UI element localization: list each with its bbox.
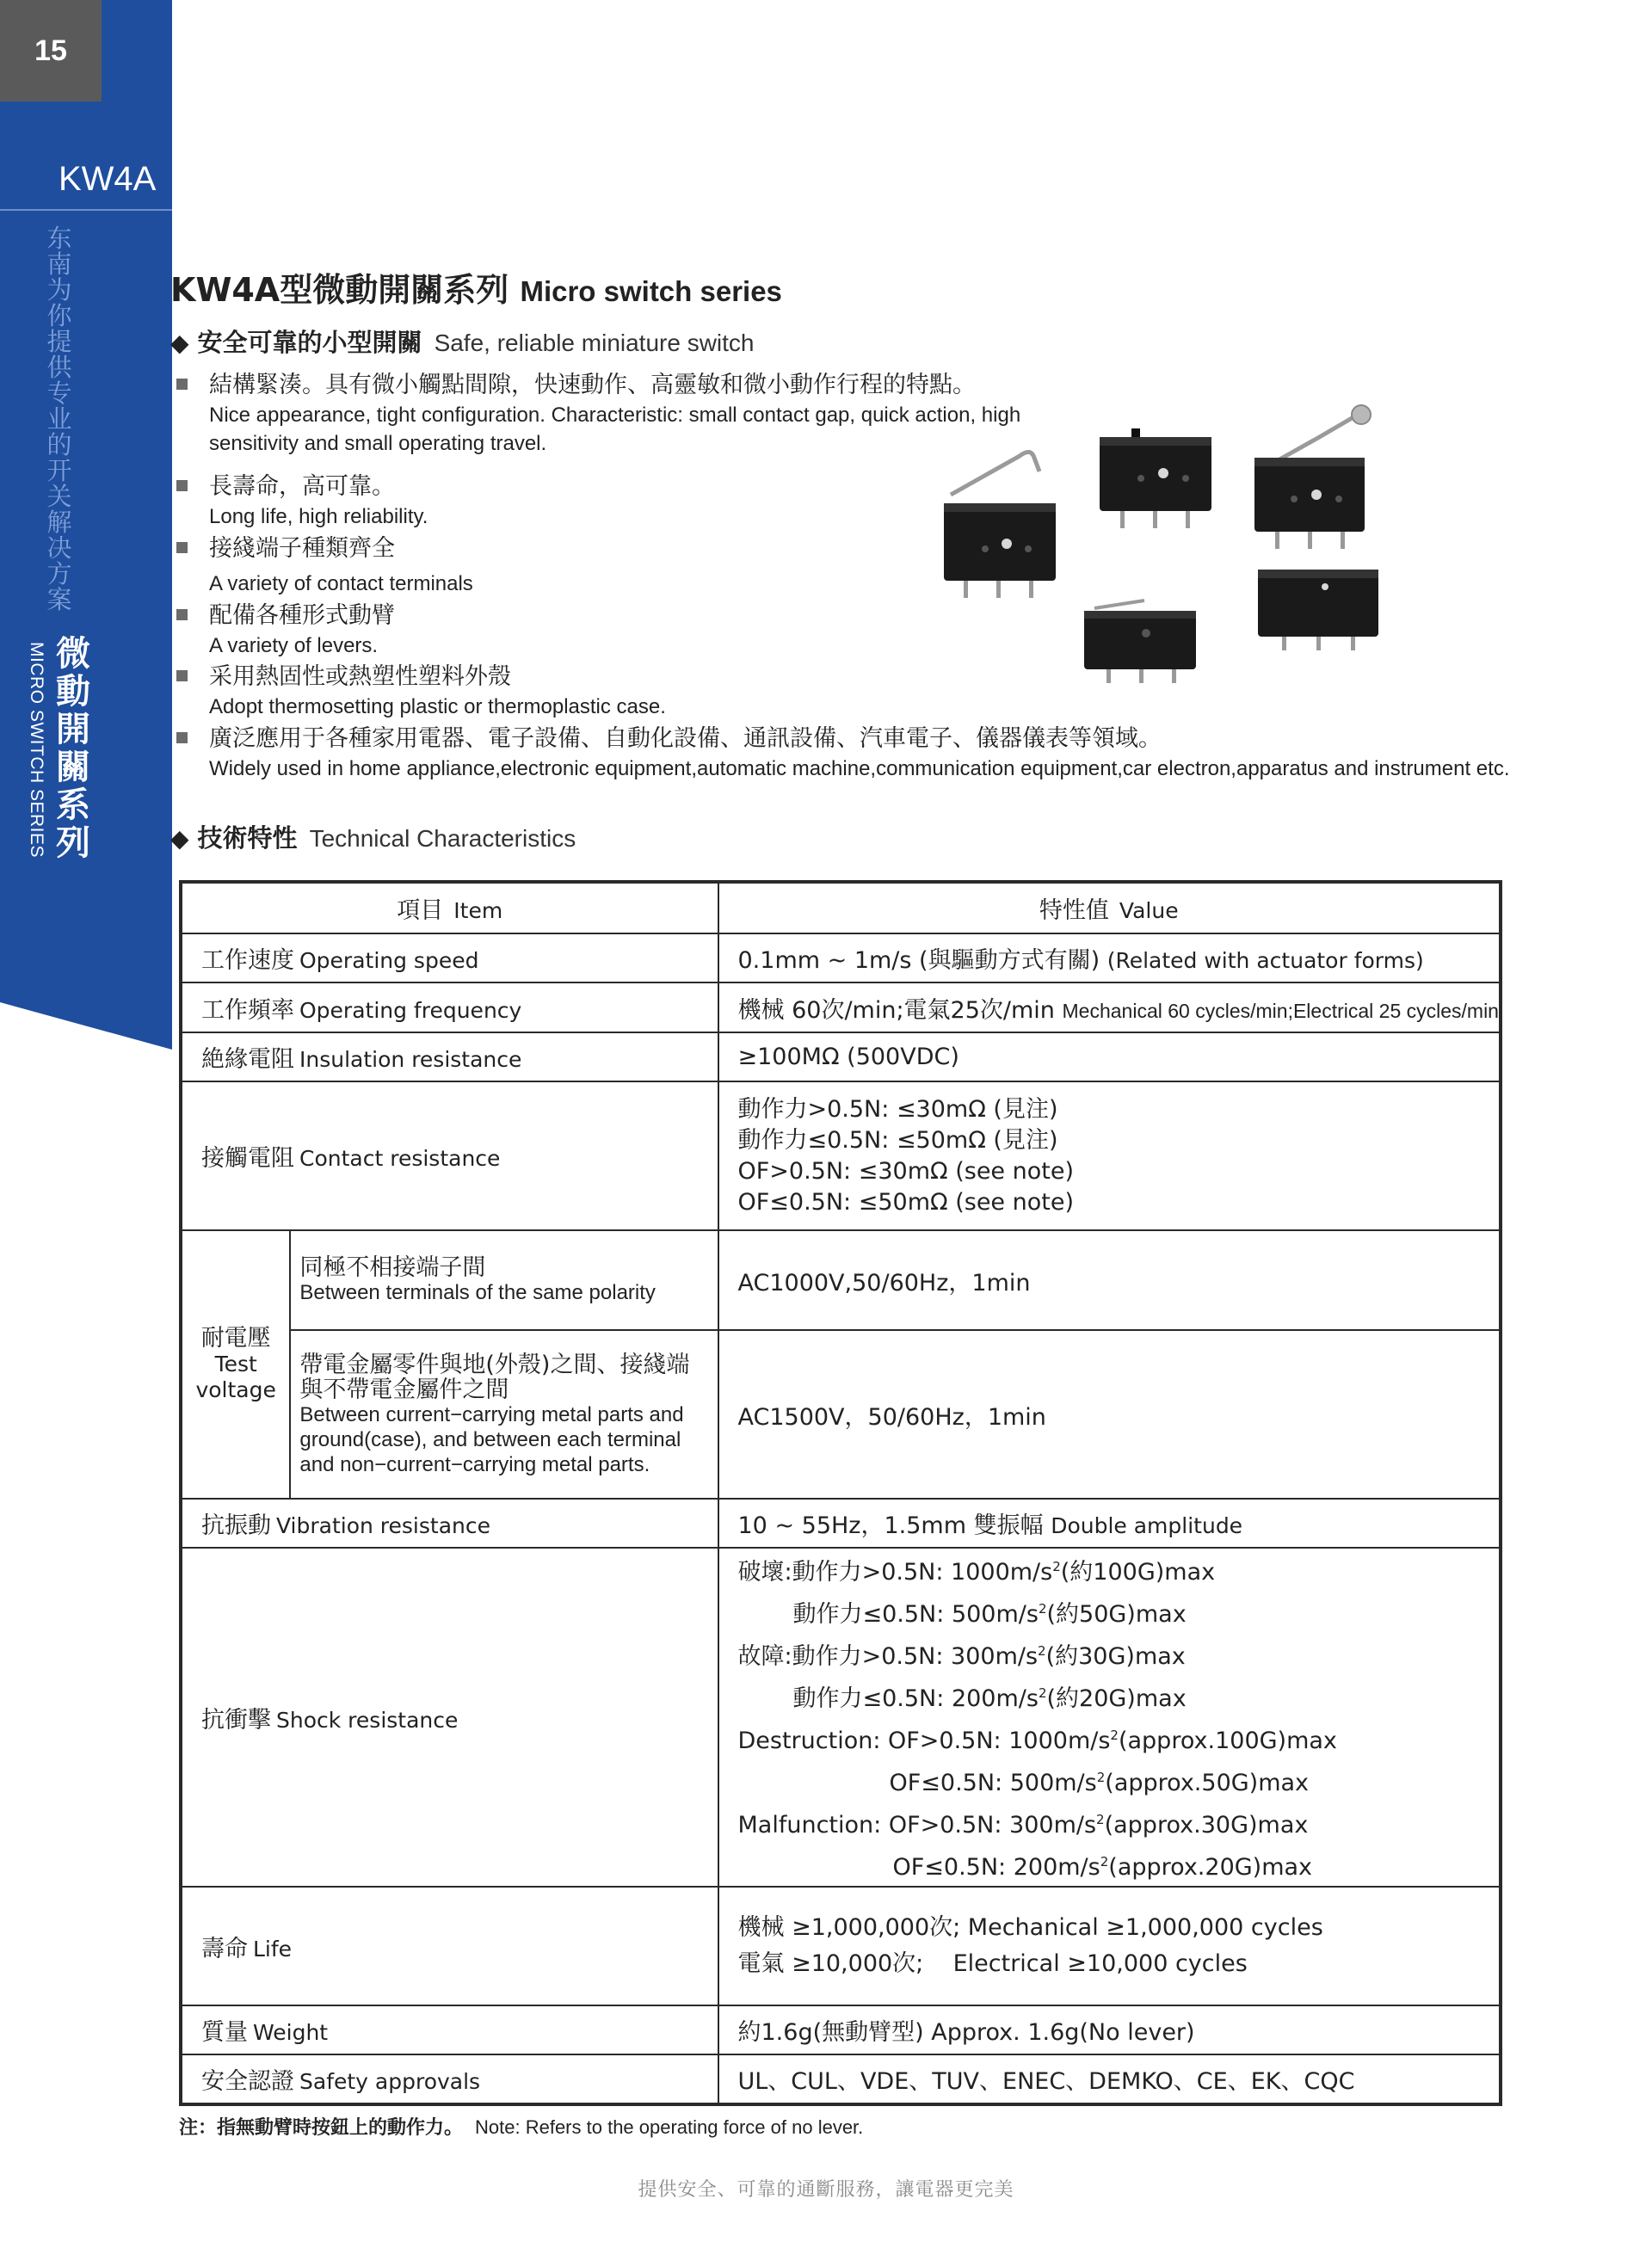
footnote-cn: 注：指無動臂時按鈕上的動作力。 bbox=[179, 2117, 464, 2139]
row-label: 抗振動 Vibration resistance bbox=[181, 1499, 718, 1548]
product-photo bbox=[938, 404, 1402, 697]
row-label: 壽命 Life bbox=[181, 1887, 718, 2005]
row-label: 絶緣電阻 Insulation resistance bbox=[181, 1032, 718, 1081]
micro-switch-roller-lever bbox=[1254, 405, 1371, 549]
feature-item bbox=[176, 724, 1527, 783]
title-cn: KW4A型微動開關系列 bbox=[170, 271, 509, 309]
feature-en: Adopt thermosetting plastic or thermoplastic case. bbox=[209, 695, 666, 718]
row-value: ≥100MΩ (500VDC) bbox=[718, 1032, 1501, 1081]
row-label: 抗衝擊 Shock resistance bbox=[181, 1548, 718, 1887]
feature-en: Widely used in home appliance,electronic equipment,automatic machine,communication equipment,car electron,apparatus and instrument etc. bbox=[209, 757, 1510, 780]
value-line: 機械 ≥1,000,000次; Mechanical ≥1,000,000 cycles bbox=[737, 1914, 1323, 1941]
row-label: 接觸電阻 Contact resistance bbox=[181, 1081, 718, 1230]
page-footer: 提供安全、可靠的通斷服務，讓電器更完美 bbox=[638, 2179, 1014, 2201]
table-row bbox=[181, 1548, 1501, 1887]
row-value: 約1.6g(無動臂型) Approx. 1.6g(No lever) bbox=[718, 2005, 1501, 2054]
side-slogan: 东南为你提供专业的开关解决方案 bbox=[46, 224, 72, 614]
row-label: 工作頻率 Operating frequency bbox=[181, 982, 718, 1032]
feature-cn: 配備各種形式動臂 bbox=[209, 602, 395, 629]
side-series-en: MICRO SWITCH SERIES bbox=[27, 642, 46, 859]
row-label: 工作速度 Operating speed bbox=[181, 933, 718, 982]
value-line: OF≤0.5N: $200m/s^2(approx.20G)\max$ bbox=[892, 1854, 1313, 1881]
feature-cn: 長壽命，高可靠。 bbox=[209, 473, 395, 500]
sub-label: 同極不相接端子間 Between terminals of the same polarity bbox=[290, 1230, 718, 1330]
square-bullet-icon bbox=[176, 732, 188, 743]
value-line: OF≤0.5N: $500m/s^2(approx.50G)\max$ bbox=[889, 1770, 1310, 1796]
row-value: UL、CUL、VDE、TUV、ENEC、DEMKO、CE、EK、CQC bbox=[718, 2054, 1501, 2104]
row-label: 安全認證 Safety approvals bbox=[181, 2054, 718, 2104]
value-line: OF≤0.5N: ≤50mΩ (see note) bbox=[737, 1188, 1074, 1216]
table-row bbox=[181, 2054, 1501, 2104]
table-row bbox=[181, 2005, 1501, 2054]
value-line: Destruction: OF>0.5N: $1000m/s^2(approx.100G)\max$ bbox=[737, 1728, 1337, 1754]
row-label: 耐電壓 Test voltage bbox=[181, 1230, 290, 1499]
table-header-row bbox=[181, 882, 1501, 933]
micro-switch-plunger bbox=[1100, 428, 1211, 528]
feature-cn: 接綫端子種類齊全 bbox=[209, 535, 395, 562]
value-line: 電氣 ≥10,000次; Electrical ≥10,000 cycles bbox=[737, 1950, 1248, 1977]
spec-table bbox=[179, 880, 1502, 2106]
model-divider bbox=[0, 209, 172, 211]
feature-cn: 廣泛應用于各種家用電器、電子設備、自動化設備、通訊設備、汽車電子、儀器儀表等領域。 bbox=[209, 725, 1162, 752]
value-line: 破壞:動作力>0.5N: $1000m/s^2$(約100G)max bbox=[737, 1559, 1216, 1586]
sub-label: 帶電金屬零件與地(外殼)之間、接綫端與不帶電金屬件之間 Between current−carrying metal parts and ground(case), and between each terminal and non−current−carrying metal parts. bbox=[290, 1330, 718, 1499]
table-row bbox=[181, 1081, 1501, 1230]
square-bullet-icon bbox=[176, 480, 188, 491]
value-line: 動作力≤0.5N: $200m/s^2$(約20G)max bbox=[792, 1685, 1187, 1712]
side-band bbox=[0, 0, 172, 1050]
value-line: 故障:動作力>0.5N: $300m/s^2$(約30G)max bbox=[737, 1643, 1186, 1670]
square-bullet-icon bbox=[176, 609, 188, 620]
value-line: 動作力>0.5N: ≤30mΩ (見注) bbox=[737, 1095, 1058, 1123]
tech-heading bbox=[170, 819, 576, 854]
value-line: 動作力≤0.5N: ≤50mΩ (見注) bbox=[737, 1126, 1058, 1154]
row-value: 10 ~ 55Hz，1.5mm 雙振幅 Double amplitude bbox=[718, 1499, 1501, 1548]
feature-en: Nice appearance, tight configuration. Characteristic: small contact gap, quick action, high sensitivity and small operating travel. bbox=[209, 403, 1021, 455]
row-value: 機械 60次/min;電氣25次/min Mechanical 60 cycles/min;Electrical 25 cycles/min bbox=[718, 982, 1501, 1032]
table-row bbox=[181, 1330, 1501, 1499]
diamond-icon: ◆ bbox=[170, 329, 189, 357]
table-row bbox=[181, 933, 1501, 982]
feature-cn: 采用熱固性或熱塑性塑料外殼 bbox=[209, 663, 511, 690]
value-line: 動作力≤0.5N: $500m/s^2$(約50G)max bbox=[792, 1601, 1187, 1628]
feature-cn: 結構緊湊。具有微小觸點間隙，快速動作、高靈敏和微小動作行程的特點。 bbox=[209, 372, 976, 398]
page-number: 15 bbox=[0, 0, 102, 102]
value-line: OF>0.5N: ≤30mΩ (see note) bbox=[737, 1157, 1074, 1185]
square-bullet-icon bbox=[176, 670, 188, 681]
feature-en: A variety of levers. bbox=[209, 634, 379, 657]
header-value: 特性值 Value bbox=[718, 882, 1501, 933]
side-series-cn: 微動開關系列 bbox=[56, 634, 90, 863]
row-value bbox=[718, 1548, 1501, 1887]
footnote bbox=[179, 2113, 863, 2140]
square-bullet-icon bbox=[176, 542, 188, 553]
features-heading-cn: 安全可靠的小型開關 bbox=[197, 328, 422, 357]
diamond-icon: ◆ bbox=[170, 824, 189, 853]
tech-heading-en: Technical Characteristics bbox=[309, 825, 576, 852]
square-bullet-icon bbox=[176, 379, 188, 390]
table-row bbox=[181, 1230, 1501, 1330]
micro-switch-short-lever bbox=[1084, 601, 1196, 683]
table-row bbox=[181, 982, 1501, 1032]
value-line: Malfunction: OF>0.5N: $300m/s^2(approx.30G)\max$ bbox=[737, 1812, 1309, 1839]
micro-switch-flat bbox=[1258, 570, 1378, 650]
feature-en: Long life, high reliability. bbox=[209, 505, 428, 528]
row-value: AC1000V,50/60Hz，1min bbox=[718, 1230, 1501, 1330]
micro-switch-long-lever bbox=[944, 452, 1056, 598]
model-tag: KW4A bbox=[59, 160, 157, 198]
row-value: AC1500V，50/60Hz，1min bbox=[718, 1330, 1501, 1499]
table-row bbox=[181, 1032, 1501, 1081]
row-value bbox=[718, 1887, 1501, 2005]
title-en: Micro switch series bbox=[520, 275, 782, 307]
row-value: 0.1mm ~ 1m/s (與驅動方式有關) (Related with actuator forms) bbox=[718, 933, 1501, 982]
table-row bbox=[181, 1887, 1501, 2005]
tech-heading-cn: 技術特性 bbox=[197, 823, 298, 853]
feature-en: A variety of contact terminals bbox=[209, 572, 473, 595]
table-row bbox=[181, 1499, 1501, 1548]
page-title bbox=[170, 263, 782, 311]
features-heading-en: Safe, reliable miniature switch bbox=[434, 330, 755, 356]
footnote-en: Note: Refers to the operating force of no lever. bbox=[475, 2116, 864, 2138]
features-heading bbox=[170, 323, 755, 359]
row-value bbox=[718, 1081, 1501, 1230]
header-item: 項目 Item bbox=[181, 882, 718, 933]
row-label: 質量 Weight bbox=[181, 2005, 718, 2054]
